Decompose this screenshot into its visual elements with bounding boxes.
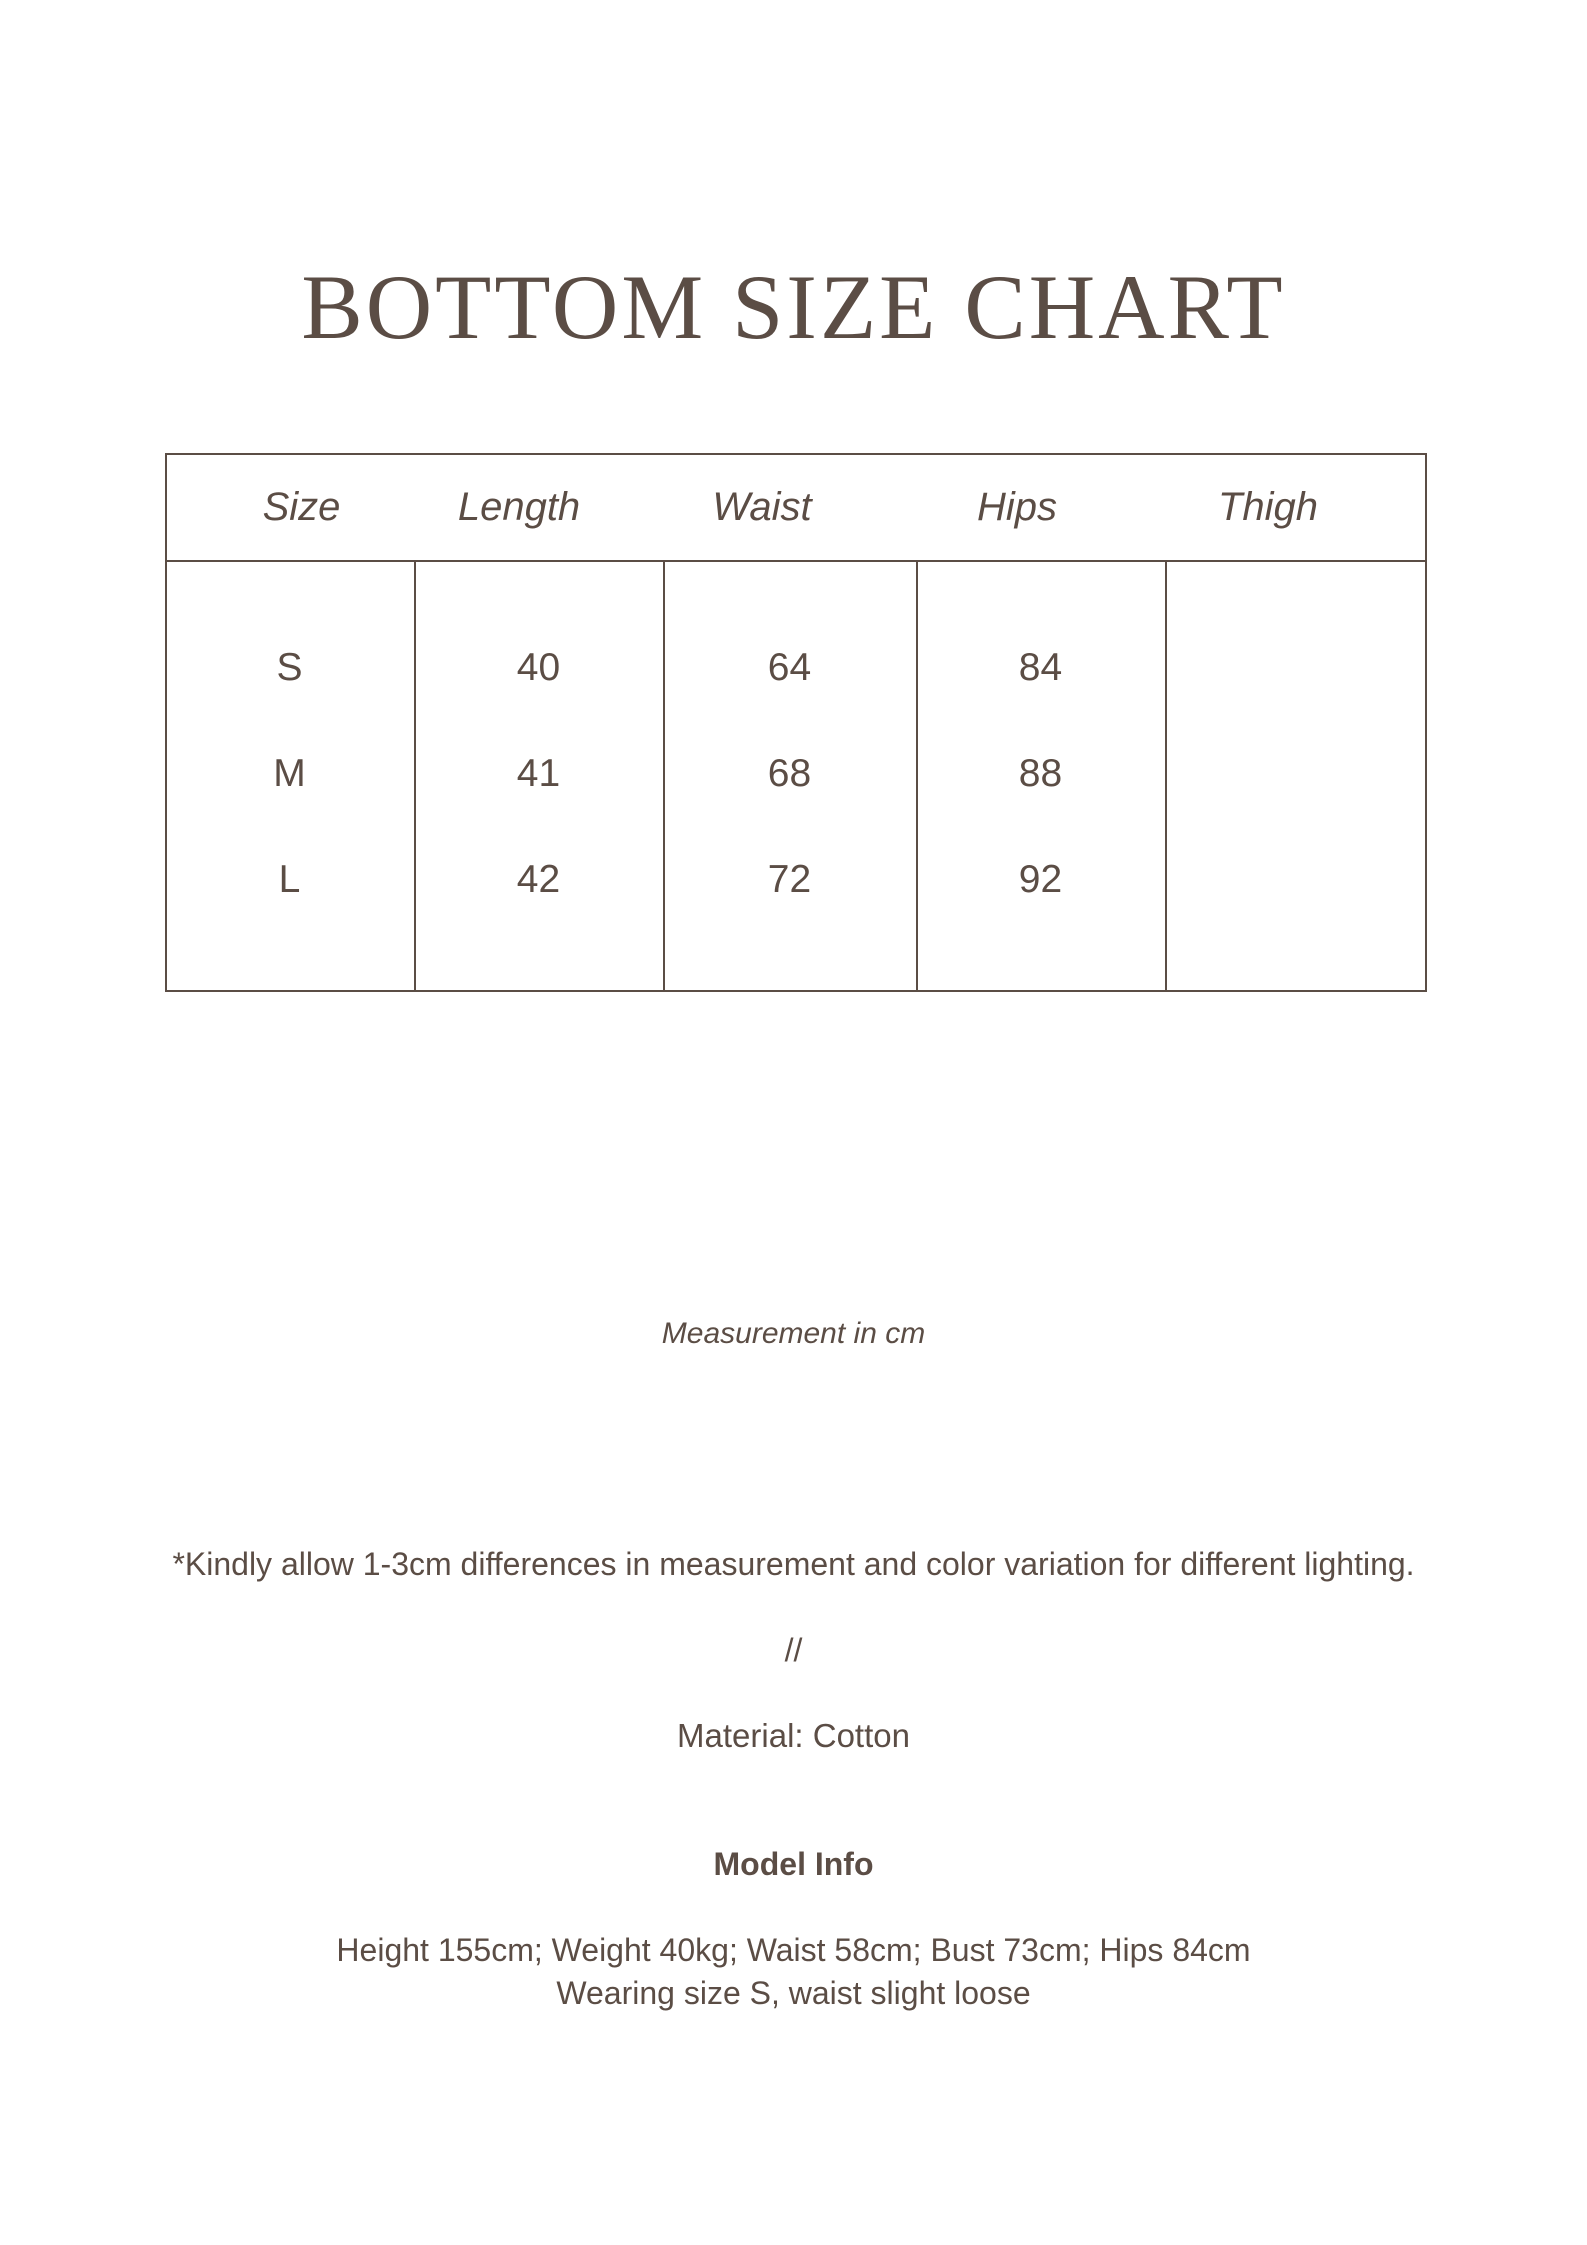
cell-thigh [1167,850,1425,910]
header-hips: Hips [976,485,1058,529]
material-text: Material: Cotton [677,1717,910,1754]
cell-length: 42 [516,858,561,901]
disclaimer-text: *Kindly allow 1-3cm differences in measurement and color variation for different lighting. [172,1546,1415,1582]
model-info-heading: Model Info [713,1846,874,1882]
measurement-note: Measurement in cm [661,1317,926,1350]
cell-length: 41 [516,752,561,795]
model-info-wearing: Wearing size S, waist slight loose [556,1975,1031,2011]
cell-thigh [1167,638,1425,698]
cell-waist: 72 [767,858,812,901]
model-info-measurements: Height 155cm; Weight 40kg; Waist 58cm; Bust 73cm; Hips 84cm [336,1932,1251,1968]
separator: // [784,1632,803,1668]
cell-thigh [1167,744,1425,804]
cell-hips: 88 [1018,752,1063,795]
cell-waist: 64 [767,646,812,689]
page-title: BOTTOM SIZE CHART [301,256,1286,358]
header-waist: Waist [712,485,812,529]
header-size: Size [262,485,341,529]
cell-waist: 68 [767,752,812,795]
header-length: Length [457,485,581,529]
header-divider [167,560,1425,562]
cell-size: M [273,752,306,795]
cell-size: S [276,646,303,689]
cell-size: L [278,858,301,901]
size-chart-table [165,453,1427,992]
header-thigh: Thigh [1217,485,1319,529]
cell-length: 40 [516,646,561,689]
cell-hips: 92 [1018,858,1063,901]
cell-hips: 84 [1018,646,1063,689]
